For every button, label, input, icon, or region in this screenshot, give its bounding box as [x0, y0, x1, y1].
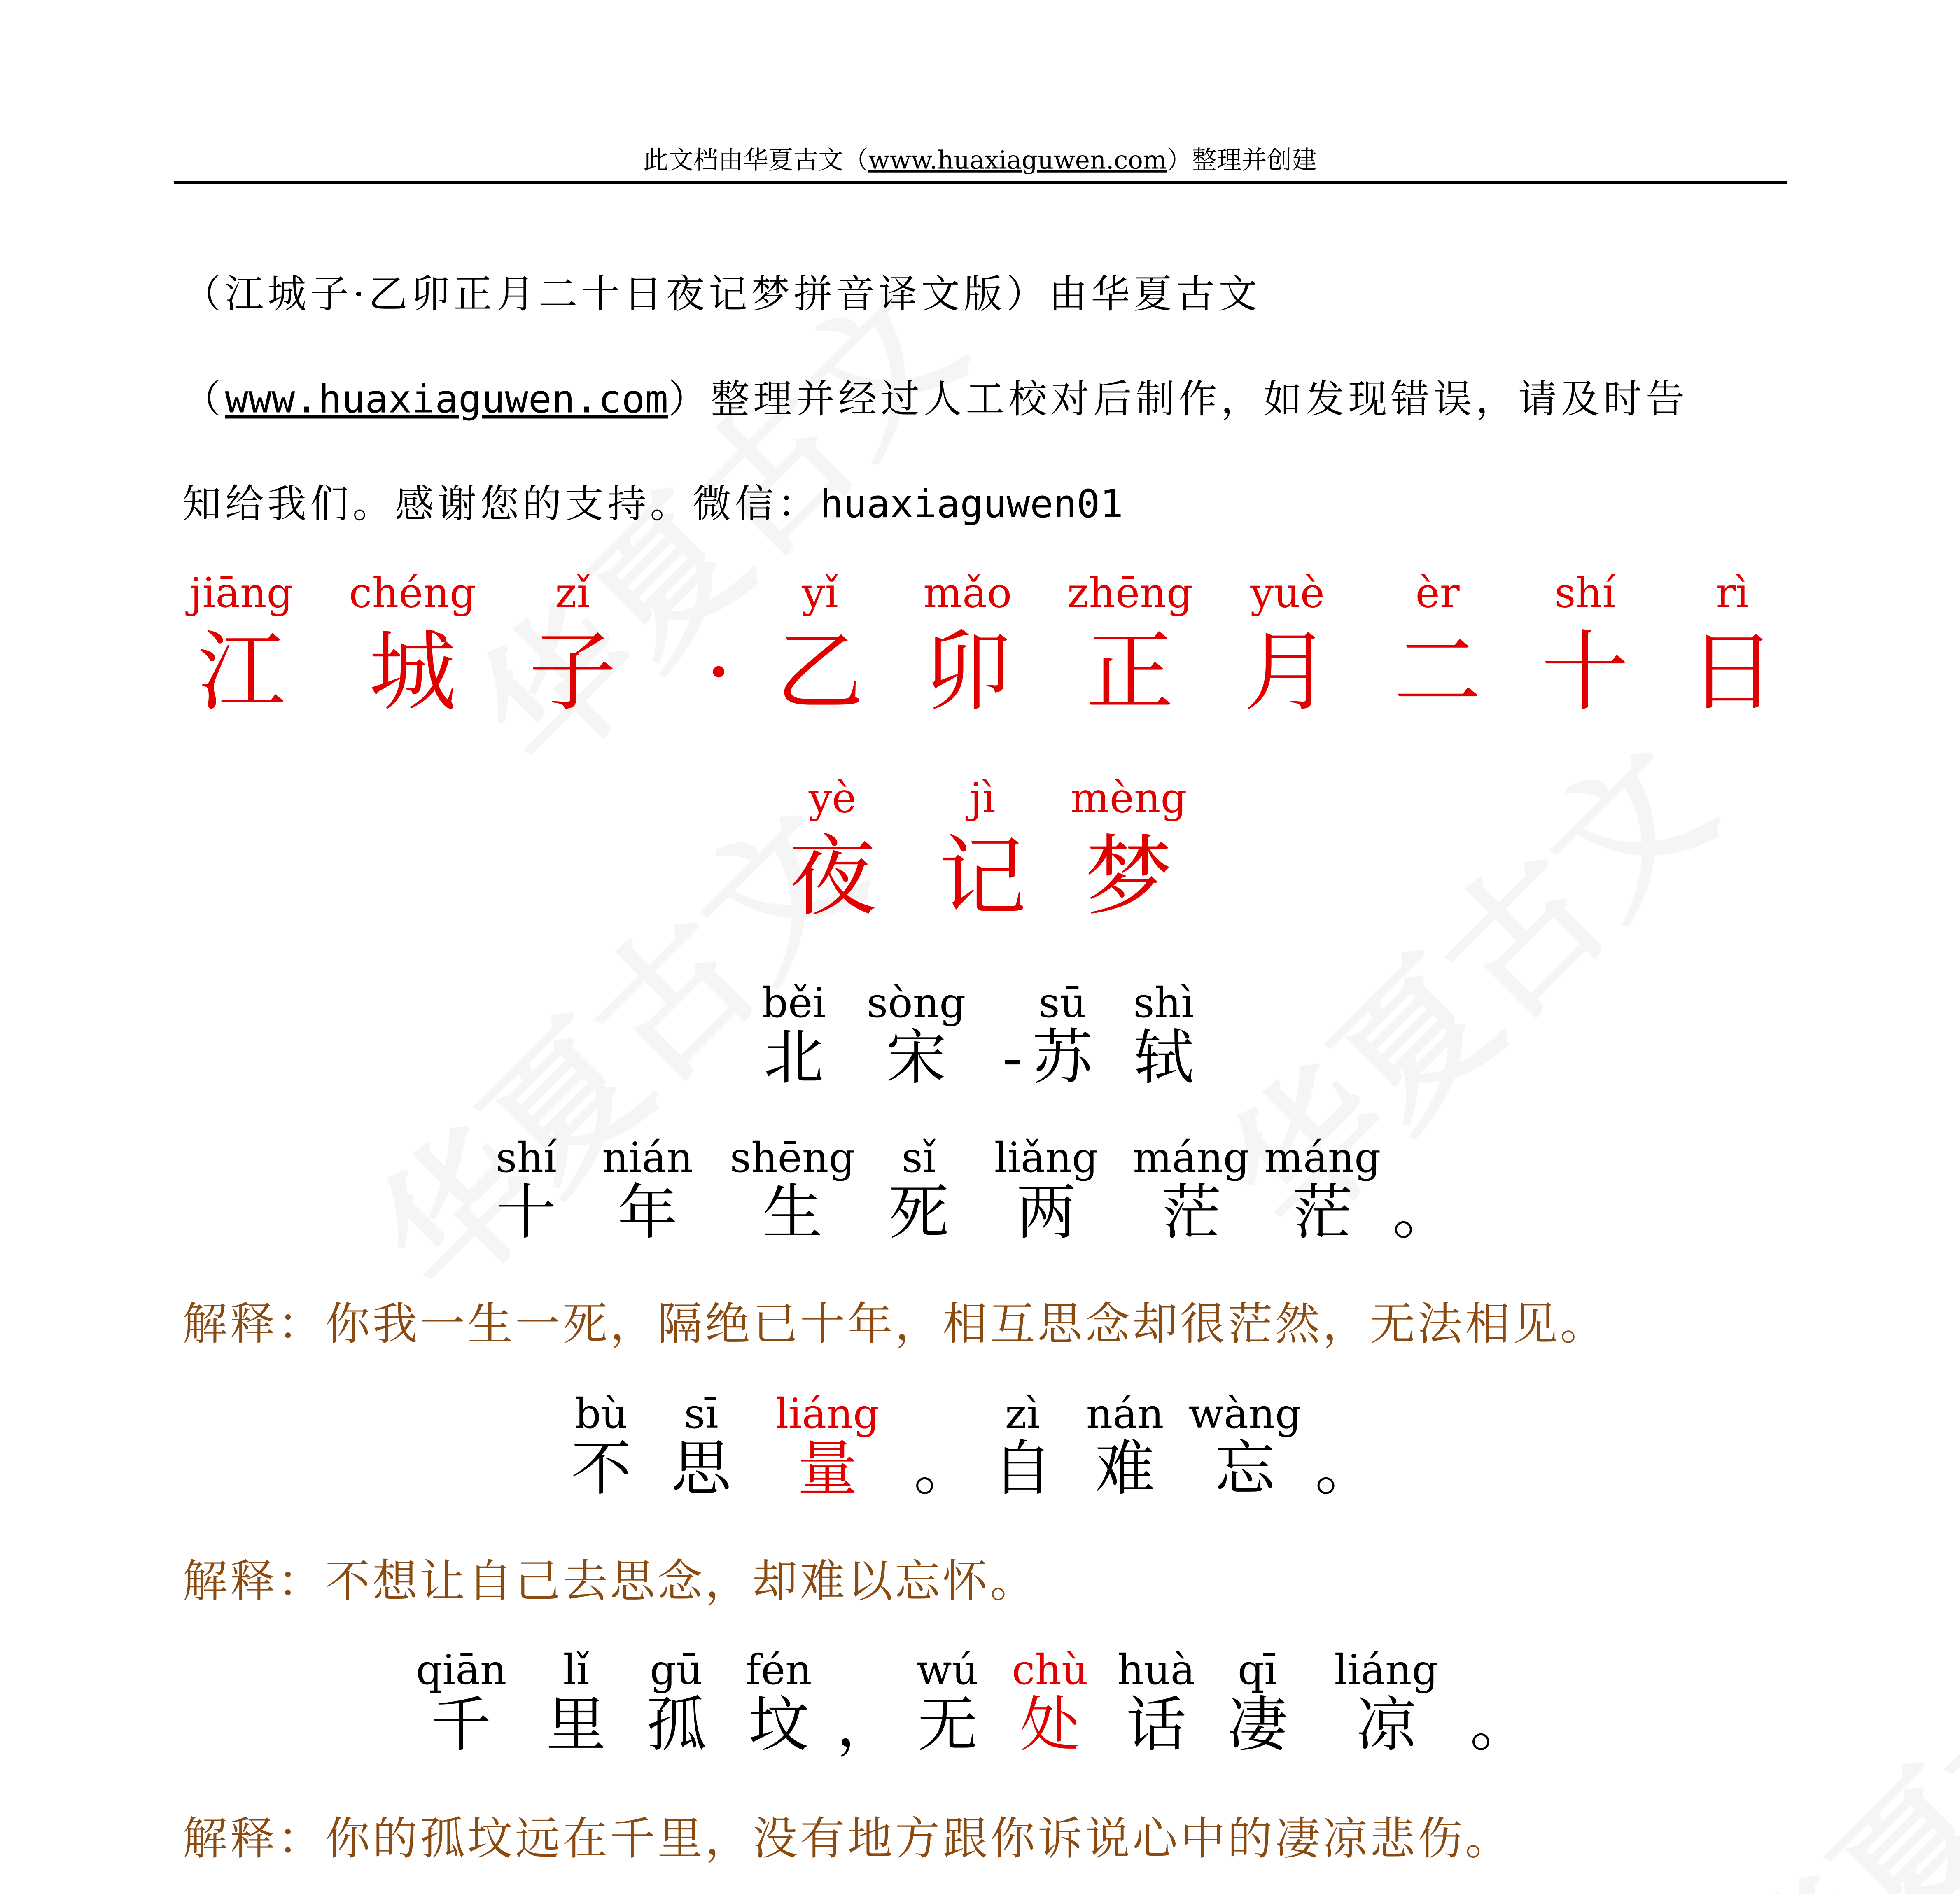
- hanzi: ，: [836, 1690, 896, 1761]
- pinyin: [1310, 1393, 1380, 1434]
- intro-link[interactable]: www.huaxiaguwen.com: [225, 377, 668, 422]
- hanzi: 宋: [886, 1023, 947, 1094]
- char-cell: [760, 773, 905, 928]
- char-cell-highlighted: [760, 1389, 895, 1504]
- hanzi: 千: [431, 1690, 492, 1761]
- hanzi: 城: [369, 621, 457, 723]
- pinyin: sǐ: [901, 1133, 936, 1182]
- hanzi: 夜: [789, 826, 877, 928]
- pinyin: shēng: [730, 1133, 855, 1182]
- pinyin: yuè: [1250, 568, 1325, 617]
- hanzi: 日: [1689, 621, 1776, 723]
- pinyin: shì: [1133, 978, 1195, 1027]
- pinyin: mǎo: [923, 568, 1012, 617]
- char-cell: [1213, 1645, 1303, 1761]
- pinyin: liáng: [1334, 1645, 1438, 1694]
- char-cell: [747, 568, 892, 723]
- explanation-2: 解释：不想让自己去思念，却难以忘怀。: [182, 1556, 1038, 1608]
- intro-line-2: [182, 367, 1688, 424]
- char-cell: [875, 1133, 962, 1248]
- pinyin: [1388, 1137, 1458, 1178]
- char-cell-highlighted: [1000, 1645, 1100, 1761]
- char-cell: [1660, 568, 1805, 723]
- pinyin: chù: [1012, 1645, 1088, 1694]
- hanzi: ·: [705, 621, 733, 723]
- char-cell: [1365, 568, 1510, 723]
- intro-line-2-text: ）整理并经过人工校对后制作，如发现错误，请及时告: [668, 377, 1689, 422]
- pinyin: qiān: [415, 1645, 507, 1694]
- hanzi: 茫: [1161, 1178, 1221, 1248]
- hanzi: 凄: [1227, 1690, 1288, 1761]
- header-divider: [174, 181, 1787, 184]
- pinyin: [1465, 1649, 1535, 1690]
- pinyin: máng: [1264, 1133, 1381, 1182]
- char-cell: [556, 1389, 646, 1504]
- header-prefix: 此文档由华夏古文（: [643, 145, 868, 175]
- pinyin: huà: [1117, 1645, 1195, 1694]
- char-cell: [1310, 1393, 1380, 1504]
- wechat-id: huaxiaguwen01: [820, 482, 1124, 527]
- hanzi: 年: [617, 1178, 678, 1248]
- hanzi: 轼: [1134, 1023, 1194, 1094]
- hanzi: 。: [1315, 1434, 1375, 1504]
- hanzi: 江: [197, 621, 285, 723]
- char-cell: [1078, 1389, 1173, 1504]
- pinyin: zhēng: [1067, 568, 1193, 617]
- pinyin: zì: [1005, 1389, 1040, 1438]
- hanzi: 梦: [1085, 826, 1173, 928]
- intro-line-1: （江城子·乙卯正月二十日夜记梦拼音译文版）由华夏古文: [182, 272, 1261, 317]
- pinyin: shí: [496, 1133, 557, 1182]
- char-cell: [1262, 1133, 1382, 1248]
- hanzi: 坟: [749, 1690, 809, 1761]
- pinyin: yè: [808, 773, 856, 822]
- char-cell: [725, 1133, 860, 1248]
- header-link[interactable]: www.huaxiaguwen.com: [868, 145, 1167, 175]
- hanzi: 茫: [1292, 1178, 1353, 1248]
- pinyin: [835, 1649, 898, 1690]
- pinyin: jiāng: [189, 568, 293, 617]
- pinyin: máng: [1133, 1133, 1250, 1182]
- hanzi: 卯: [924, 621, 1011, 723]
- pinyin: nián: [602, 1133, 693, 1182]
- pinyin: gū: [649, 1645, 703, 1694]
- char-cell: [1019, 978, 1106, 1094]
- hanzi: 忘: [1215, 1434, 1275, 1504]
- hanzi: 十: [1541, 621, 1629, 723]
- char-cell: [1119, 978, 1209, 1094]
- pinyin: sòng: [866, 978, 966, 1027]
- pinyin: mèng: [1070, 773, 1187, 822]
- hanzi: 二: [1393, 621, 1482, 723]
- hanzi: 月: [1244, 621, 1332, 723]
- hanzi: 。: [914, 1434, 974, 1504]
- char-cell: [731, 1645, 826, 1761]
- explanation-1: 解释：你我一生一死，隔绝已十年，相互思念却很茫然，无法相见。: [182, 1299, 1608, 1351]
- char-cell: [1131, 1133, 1251, 1248]
- char-cell: [1388, 1137, 1458, 1248]
- hanzi: 处: [1020, 1690, 1080, 1761]
- pinyin: jì: [969, 773, 996, 822]
- pinyin: bù: [574, 1389, 628, 1438]
- pinyin: wú: [916, 1645, 979, 1694]
- char-cell: [744, 978, 844, 1094]
- char-cell: [910, 773, 1055, 928]
- hanzi: 十: [496, 1178, 556, 1248]
- char-cell: [1319, 1645, 1454, 1761]
- pinyin: liáng: [775, 1389, 880, 1438]
- hanzi: 量: [797, 1434, 858, 1504]
- char-cell: [340, 568, 485, 723]
- hanzi: 死: [889, 1178, 949, 1248]
- pinyin: běi: [761, 978, 826, 1027]
- pinyin: nán: [1086, 1389, 1164, 1438]
- watermark: [1674, 1506, 1960, 1894]
- char-cell: [835, 1649, 898, 1761]
- char-cell: [531, 1645, 621, 1761]
- hanzi: 凉: [1356, 1690, 1416, 1761]
- hanzi: 苏: [1032, 1023, 1093, 1094]
- char-cell: [631, 1645, 721, 1761]
- hanzi: 话: [1126, 1690, 1186, 1761]
- pinyin: sū: [1038, 978, 1087, 1027]
- pinyin: sī: [684, 1389, 719, 1438]
- hanzi: 无: [917, 1690, 978, 1761]
- intro-line-3: [182, 472, 1123, 529]
- hanzi: 思: [671, 1434, 731, 1504]
- pinyin: rì: [1716, 568, 1749, 617]
- watermark: [1174, 694, 1751, 1270]
- char-cell: [1512, 568, 1657, 723]
- intro-line-3-text: 知给我们。感谢您的支持。微信：: [182, 482, 820, 527]
- pinyin: liǎng: [994, 1133, 1099, 1182]
- pinyin: wàng: [1188, 1389, 1302, 1438]
- char-cell: [406, 1645, 516, 1761]
- char-cell: [863, 978, 970, 1094]
- hanzi: 子: [529, 621, 616, 723]
- hanzi: 两: [1016, 1178, 1076, 1248]
- char-cell: [1056, 773, 1201, 928]
- char-cell: [978, 1389, 1068, 1504]
- char-cell: [1185, 1389, 1305, 1504]
- pinyin: yǐ: [802, 568, 838, 617]
- pinyin: qī: [1237, 1645, 1278, 1694]
- pinyin: [681, 572, 756, 613]
- hanzi: 孤: [646, 1690, 707, 1761]
- pinyin: fén: [745, 1645, 812, 1694]
- char-cell: [1215, 568, 1360, 723]
- char-cell: [979, 1133, 1114, 1248]
- hanzi: 乙: [776, 621, 864, 723]
- char-cell: [681, 572, 756, 723]
- header-suffix: ）整理并创建: [1167, 145, 1317, 175]
- intro-open-paren: （: [182, 377, 225, 422]
- char-cell: [500, 568, 645, 723]
- pinyin: [912, 1393, 975, 1434]
- hanzi: 北: [763, 1023, 824, 1094]
- char-cell: [481, 1133, 572, 1248]
- hanzi: 正: [1086, 621, 1174, 723]
- pinyin: èr: [1415, 568, 1460, 617]
- pinyin: shí: [1554, 568, 1616, 617]
- char-cell: [588, 1133, 707, 1248]
- hanzi: 。: [1470, 1690, 1530, 1761]
- hanzi: 生: [762, 1178, 823, 1248]
- hanzi: 难: [1095, 1434, 1155, 1504]
- char-cell: [912, 1393, 975, 1504]
- pinyin: chéng: [349, 568, 476, 617]
- char-cell: [656, 1389, 747, 1504]
- pinyin: zǐ: [555, 568, 590, 617]
- char-cell: [169, 568, 314, 723]
- hanzi: 里: [546, 1690, 607, 1761]
- pinyin: lǐ: [563, 1645, 590, 1694]
- hanzi: -: [1002, 1023, 1023, 1094]
- char-cell: [1055, 568, 1205, 723]
- hanzi: 。: [1392, 1178, 1453, 1248]
- hanzi: 自: [992, 1434, 1053, 1504]
- char-cell: [1109, 1645, 1204, 1761]
- hanzi: 记: [938, 826, 1027, 928]
- char-cell: [895, 568, 1040, 723]
- char-cell: [1465, 1649, 1535, 1761]
- char-cell: [903, 1645, 993, 1761]
- hanzi: 不: [571, 1434, 632, 1504]
- explanation-3: 解释：你的孤坟远在千里，没有地方跟你诉说心中的凄凉悲伤。: [182, 1814, 1513, 1866]
- page-header: [0, 140, 1960, 176]
